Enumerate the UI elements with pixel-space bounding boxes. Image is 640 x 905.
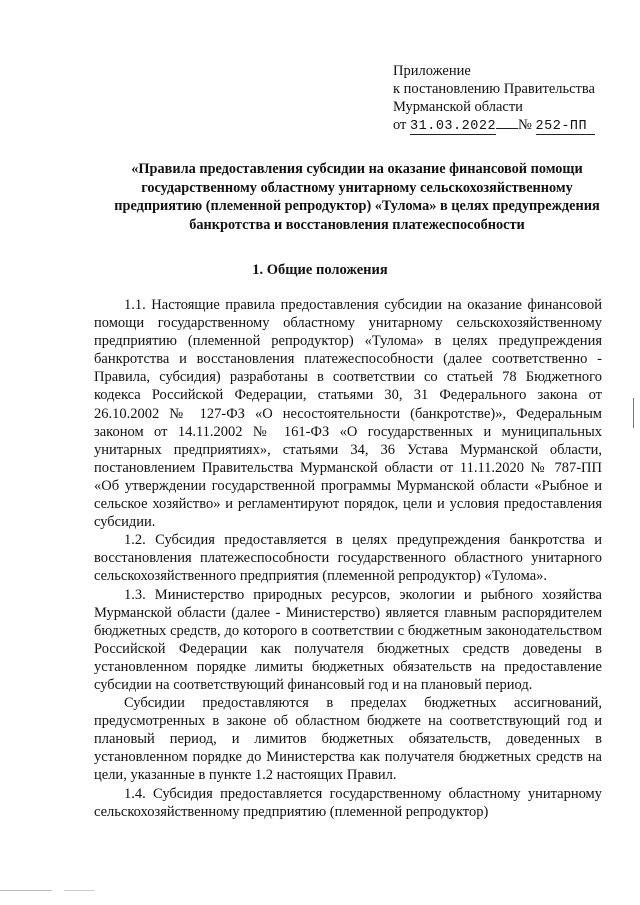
document-title: «Правила предоставления субсидии на оказание финансовой помощи государственному областному унитарному сельскохозяйственному предприятию (племенной репродуктор) «Тулома» в целях предупреждения банкротства и восстановления платежеспособности — [114, 161, 600, 233]
document-body — [94, 296, 602, 821]
appendix-block — [393, 62, 633, 135]
paragraph-1-2: 1.2. Субсидия предоставляется в целях предупреждения банкротства и восстановления платежеспособности государственного областного унитарного сельскохозяйственного предприятия (племенной репродуктор) «Тулома». — [94, 532, 602, 585]
date-underline-gap — [496, 128, 518, 129]
appendix-region: Мурманской области — [393, 99, 523, 115]
paragraph-1-1: 1.1. Настоящие правила предоставления субсидии на оказание финансовой помощи государственному областному унитарному сельскохозяйственному предприятию (племенной репродуктор) «Тулома» в целях предупреждения банкротства и восстановления платежеспособности (далее соответственно - Правила, субсидия) разработаны в соответствии со статьей 78 Бюджетного кодекса Российской Федерации, статьями 30, 31 Федерального закона от 26.10.2002 № 127-ФЗ «О несостоятельности (банкротстве)», Федеральным законом от 14.11.2002 № 161-ФЗ «О государственных и муниципальных унитарных предприятиях», статьями 34, 36 Устава Мурманской области, постановлением Правительства Мурманской области от 11.11.2020 № 787-ПП «Об утверждении государственной программы Мурманской области «Рыбное и сельское хозяйство» и регламентируют порядок, цели и условия предоставления субсидии. — [94, 297, 602, 531]
decree-number: 252-ПП — [536, 119, 596, 135]
section-heading: 1. Общие положения — [252, 262, 388, 278]
paragraph-1-4: 1.4. Субсидия предоставляется государственному областному унитарному сельскохозяйственному предприятию (племенной репродуктор) — [94, 785, 602, 820]
scan-mark-left — [0, 890, 52, 891]
scan-footer-marks — [0, 882, 640, 902]
appendix-heading: Приложение — [393, 63, 471, 79]
paragraph-1-3-continued: Субсидии предоставляются в пределах бюджетных ассигнований, предусмотренных в законе об областном бюджете на соответствующий год и плановый период, и лимитов бюджетных обязательств, доведенных в установленном порядке до Министерства как получателя бюджетных средств на цели, указанные в пункте 1.2 настоящих Правил. — [94, 695, 602, 784]
appendix-date-number-line — [393, 116, 633, 135]
appendix-reference: к постановлению Правительства — [393, 81, 595, 97]
scan-mark-right — [64, 890, 94, 891]
scan-edge-mark — [633, 398, 634, 428]
number-prefix: № — [518, 117, 532, 133]
date-prefix: от — [393, 117, 407, 133]
decree-date: 31.03.2022 — [410, 119, 497, 134]
paragraph-1-3: 1.3. Министерство природных ресурсов, экологии и рыбного хозяйства Мурманской области (далее - Министерство) является главным распорядителем бюджетных средств, до которого в соответствии с бюджетным законодательством Российской Федерации как получателя бюджетных средств доведены в установленном порядке лимиты бюджетных обязательств на предоставление субсидии на соответствующий финансовый год и на плановый период. — [94, 586, 602, 693]
